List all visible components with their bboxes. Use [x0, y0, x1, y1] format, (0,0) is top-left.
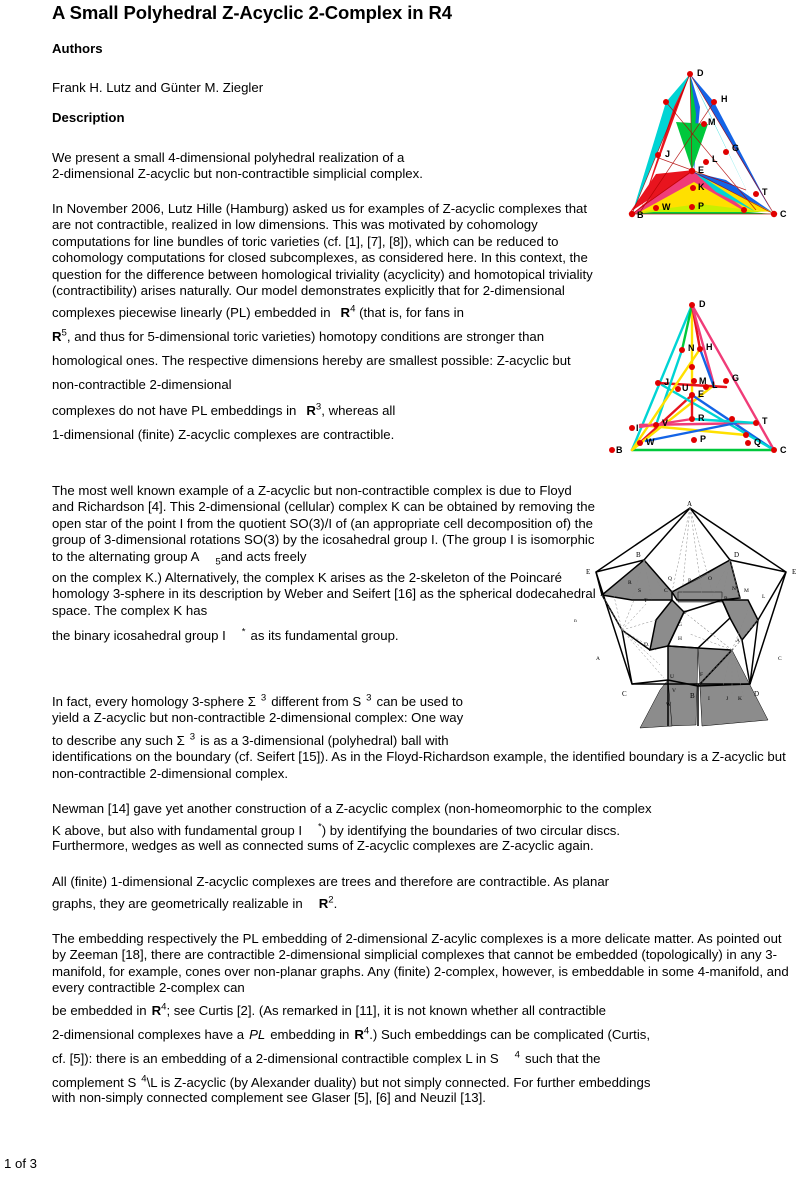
p2-part-d2: , whereas all [321, 403, 396, 419]
symbol-R: R [340, 305, 351, 321]
p3-part-d: the binary icosahedral group I [52, 628, 226, 644]
p4-part-f: is as a 3-dimensional (polyhedral) ball with [200, 733, 449, 749]
vertex-label-T: T [762, 187, 768, 197]
subscript-5: 5 [215, 556, 221, 568]
vertex-label-B: B [637, 210, 644, 220]
page-title: A Small Polyhedral Z-Acyclic 2-Complex in R4 [52, 2, 452, 23]
dodeca-label-T: T [644, 598, 648, 604]
figure-dodecahedral-space [572, 500, 810, 750]
p2-part-e: 1-dimensional (finite) Z-acyclic complexes are contractible. [52, 427, 395, 443]
vertex-label-P: P [698, 201, 705, 211]
dodeca-label-n-left: n [574, 618, 577, 624]
vertex-label-E: E [698, 389, 705, 399]
symbol-R: R [151, 1002, 162, 1018]
dodeca-label-F-bottom: F [700, 672, 704, 678]
dodeca-label-D-inner: D [644, 642, 648, 648]
exponent-3: 3 [189, 732, 196, 744]
symbol-R: R [354, 1026, 364, 1042]
vertex-label-C: C [780, 209, 787, 219]
exponent-4: 4 [161, 1001, 167, 1013]
vertex-label-U: U [682, 383, 689, 393]
dodeca-label-Q: Q [668, 576, 672, 582]
dodeca-label-F-inner: F [684, 610, 688, 616]
exponent-4: 4 [350, 304, 356, 316]
figure-colored-tetrahedron-solid [596, 62, 806, 247]
dodeca-label-N: N [732, 586, 736, 592]
p3-part-a: The most well known example of a Z-acyclic but non-contractible complex is due to Floyd and Richardson [4]. This 2-dimensional (cellular) complex K can be obtained by removing the open star of the point I from the quotient SO(3)/I of (an appropriate cell decomposition of) the group of 3-dimensional rotations SO(3) by the icosahedral group I. (The group I is isomorphic to the alternating group A [52, 483, 595, 564]
dodeca-label-E-right: E [792, 568, 797, 576]
dodeca-label-J: J [726, 696, 729, 702]
p7-part-d: 2-dimensional complexes have a [52, 1026, 245, 1042]
p4-part-d: yield a Z-acyclic but non-contractible 2-dimensional complex: One way [52, 710, 464, 725]
p1-line2: 2-dimensional Z-acyclic but non-contractible simplicial complex. [52, 166, 423, 182]
paragraph-newman [52, 801, 792, 855]
p5-part-a: Newman [14] gave yet another construction of a Z-acyclic complex (non-homeomorphic to the complex [52, 801, 652, 816]
exponent-4: 4 [141, 1073, 147, 1085]
p4-part-a: In fact, every homology 3-sphere Σ [52, 694, 256, 709]
dodecahedral-space-svg [572, 500, 810, 750]
exponent-4: 4 [514, 1049, 520, 1061]
vertex-label-V: V [662, 418, 669, 428]
symbol-R: R [52, 329, 62, 345]
dodeca-label-O: O [708, 576, 712, 582]
dodeca-label-B-bottom: B [690, 692, 695, 700]
dodeca-label-D-bottom: D [754, 690, 760, 698]
dodeca-label-K: K [738, 696, 742, 702]
symbol-PL: PL [249, 1026, 266, 1042]
paragraph-embeddings [52, 931, 792, 1106]
p6-part-a: All (finite) 1-dimensional Z-acyclic complexes are trees and therefore are contractible. As planar [52, 874, 610, 889]
paragraph-trees [52, 874, 792, 916]
paragraph-homology-sphere [52, 690, 786, 782]
p5-part-b: K above, but also with fundamental group I [52, 823, 302, 839]
dodeca-label-G: G [678, 622, 682, 628]
dodeca-label-A: A [687, 500, 693, 508]
description-heading: Description [52, 110, 125, 125]
vertex-label-W: W [662, 202, 671, 212]
dodeca-label-M: M [744, 588, 749, 594]
dodeca-label-A-left: A [596, 656, 600, 662]
dodeca-label-C-bottom: C [622, 690, 627, 698]
p5-part-d: Furthermore, wedges as well as connected sums of Z-acyclic complexes are Z-acyclic again. [52, 838, 594, 854]
p3-part-b: and acts freely [220, 548, 307, 564]
p7-part-b: be embedded in [52, 1002, 147, 1018]
vertex-label-G: G [732, 143, 740, 153]
exponent-4: 4 [363, 1025, 370, 1037]
vertex-label-T: T [762, 416, 768, 426]
vertex-label-K: K [698, 182, 705, 192]
p2-part-a: In November 2006, Lutz Hille (Hamburg) asked us for examples of Z-acyclic complexes that are not contractible, realized in low dimensions. This was motivated by cohomology computations for line bundles of toric varieties (cf. [1], [7], [8]), which can be reduced to cohomology computations for closed subcomplexes, as considered here. In this context, the question for the difference between homological triviality (acyclicity) and homotopical triviality (contractibility) arises naturally. Our model demonstrates explicitly that for 2-dimensional [52, 201, 593, 299]
dodeca-label-H: H [678, 636, 682, 642]
authors-line: Frank H. Lutz and Günter M. Ziegler [52, 80, 264, 95]
dodeca-label-C-right: C [778, 656, 782, 662]
p2-part-d1: complexes do not have PL embeddings in [52, 403, 297, 419]
vertex-label-D: D [697, 68, 704, 78]
paragraph-abstract [52, 150, 597, 183]
p6-part-c: . [333, 896, 338, 912]
vertex-label-Q: Q [754, 437, 762, 447]
vertex-label-R: R [698, 413, 705, 423]
p2-part-c: , and thus for 5-dimensional toric varieties) homotopy conditions are stronger than homological ones. The respective dimensions hereby are smallest possible: Z-acyclic but non-contractible 2-dimensional [52, 329, 571, 393]
p4-part-g: identifications on the boundary (cf. Seifert [15]). As in the Floyd-Richardson example, the identified boundary is a Z-acyclic but non-contractible 2-dimensional complex. [52, 749, 786, 781]
p7-part-c: ; see Curtis [2]. (As remarked in [11], it is not known whether all contractible [166, 1002, 606, 1018]
vertex-label-I: I [636, 423, 639, 433]
authors-heading: Authors [52, 41, 103, 56]
p7-part-j: \L is Z-acyclic (by Alexander duality) but not simply connected. For further embeddings [146, 1074, 651, 1090]
dodeca-label-P: P [688, 578, 692, 584]
p4-part-c: can be used to [376, 694, 464, 709]
dodeca-label-B-inner: B [724, 596, 728, 602]
vertex-label-B: B [616, 445, 623, 455]
dodeca-label-B: B [636, 551, 641, 559]
dodeca-label-I: I [708, 696, 710, 702]
p7-part-a: The embedding respectively the PL embedding of 2-dimensional Z-acylic complexes is a more delicate matter. As pointed out by Zeeman [18], there are contractible 2-dimensional simplicial complexes that cannot be embedded (topologically) in any 3-manifold, for example, cones over non-planar graphs. Any (finite) 2-complex, however, is embeddable in some 4-manifold, and every contractible 2-complex can [52, 931, 789, 996]
symbol-R: R [318, 896, 329, 912]
dodeca-label-W: W [666, 702, 672, 708]
vertex-label-L: L [712, 154, 718, 164]
superscript-star: * [241, 626, 246, 638]
vertex-label-N: N [688, 343, 695, 353]
dodeca-label-D: D [734, 551, 740, 559]
vertex-label-P: P [700, 434, 707, 444]
vertex-label-G: G [732, 373, 740, 383]
exponent-5: 5 [61, 328, 67, 340]
p2-part-b2: (that is, for fans in [359, 305, 464, 321]
figure-colored-tetrahedron-wireframe [596, 295, 806, 465]
superscript-star: * [318, 822, 322, 834]
vertex-label-E: E [698, 165, 705, 175]
exponent-3: 3 [315, 402, 322, 414]
p7-part-i: complement S [52, 1074, 137, 1090]
exponent-3: 3 [366, 692, 372, 704]
vertex-label-D: D [699, 299, 706, 309]
p7-part-e: embedding in [270, 1026, 350, 1042]
p7-part-h: such that the [525, 1050, 601, 1066]
paragraph-motivation [52, 201, 597, 447]
p5-part-c: ) by identifying the boundaries of two circular discs. [321, 823, 621, 839]
paragraph-floyd-richardson [52, 483, 597, 647]
p7-part-k: with non-simply connected complement see Glaser [5], [6] and Neuzil [13]. [52, 1089, 486, 1105]
p7-part-g: cf. [5]): there is an embedding of a 2-dimensional contractible complex L in S [52, 1050, 499, 1066]
vertex-label-H: H [721, 94, 728, 104]
p6-part-b: graphs, they are geometrically realizable in [52, 896, 303, 912]
vertex-label-W: W [646, 437, 655, 447]
tetrahedron-wireframe-svg [596, 295, 806, 465]
tetrahedron-solid-svg [596, 62, 806, 247]
vertex-label-M: M [708, 117, 716, 127]
dodeca-label-R: R [628, 580, 632, 586]
p4-part-b: different from S [271, 694, 362, 709]
p7-part-f: .) Such embeddings can be complicated (Curtis, [369, 1026, 651, 1042]
dodeca-label-E-left: E [586, 568, 591, 576]
page-footer: 1 of 3 [4, 1156, 37, 1171]
dodeca-label-U: U [670, 674, 674, 680]
dodeca-label-V: V [672, 688, 676, 694]
dodeca-label-A-inner: A [736, 638, 740, 644]
dodeca-label-S: S [638, 588, 642, 594]
vertex-label-J: J [664, 377, 670, 387]
p1-line1: We present a small 4-dimensional polyhedral realization of a [52, 150, 405, 165]
exponent-3: 3 [260, 692, 267, 704]
vertex-label-J: J [665, 149, 671, 159]
p3-part-e: as its fundamental group. [250, 628, 399, 644]
vertex-label-C: C [780, 445, 787, 455]
dodeca-label-C-inner: C [664, 588, 668, 594]
exponent-2: 2 [328, 895, 334, 907]
p2-part-b1: complexes piecewise linearly (PL) embedded in [52, 305, 331, 321]
vertex-label-M: M [699, 376, 707, 386]
dodeca-label-L: L [762, 594, 766, 600]
vertex-label-L: L [712, 380, 718, 390]
symbol-R: R [306, 403, 316, 419]
vertex-label-H: H [706, 342, 713, 352]
p4-part-e: to describe any such Σ [52, 733, 185, 749]
p3-part-c: on the complex K.) Alternatively, the complex K arises as the 2-skeleton of the Poincaré homology 3-sphere in its description by Weber and Seifert [16] as the spherical dodecahedral space. The complex K has [52, 570, 596, 618]
